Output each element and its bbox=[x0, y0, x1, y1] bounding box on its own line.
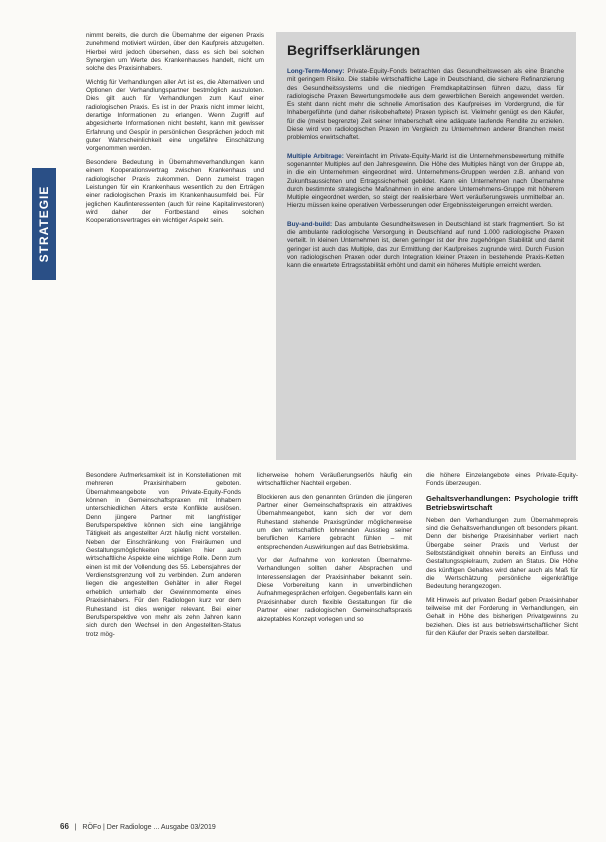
glossary-term: Buy-and-build: bbox=[287, 220, 333, 228]
section-tab-label: STRATEGIE bbox=[37, 185, 51, 263]
bottom-column-2 bbox=[257, 472, 412, 629]
paragraph: Neben den Verhandlungen zum Übernahmepreis sind die Gehaltsverhandlungen oft besonders pikant. Denn der bisherige Praxisinhaber verliert nach Übergabe seiner Praxis und Verlust der Selbstständigkeit ohnehin bereits an Einfluss und Gestaltungsspielraum, zudem an Status. Die Höhe des künftigen Gehaltes wird daher auch als Maß für die Wertschätzung persönliche eigenkräftige Bedeutung herangezogen. bbox=[426, 516, 578, 591]
bottom-column-3 bbox=[426, 472, 578, 644]
paragraph: Besondere Bedeutung in Übernahmeverhandlungen kann einem Kooperationsvertrag zwischen Krankenhaus und radiologischer Praxis zukommen. Denn zumeist tragen Leistungen für ein Krankenhaus wesentlich zu den Erträgen einer radiologischen Praxis im Krankenhausumfeld bei. Für jeglichen Kaufinteressenten (auch für reine Kapitalinvestoren) wird daher der Fortbestand eines solchen Kooperationsvertrages ein wichtiger Aspekt sein. bbox=[86, 158, 264, 225]
glossary-term: Multiple Arbitrage: bbox=[287, 152, 344, 160]
subheading: Gehaltsverhandlungen: Psychologie trifft Betriebswirtschaft bbox=[426, 493, 578, 512]
paragraph: licherweise hohem Veräußerungserlös häufig ein wirtschaftlicher Nachteil ergeben. bbox=[257, 472, 412, 488]
glossary-item bbox=[287, 221, 564, 271]
paragraph: die höhere Einzelangebote eines Private-Equity-Fonds überzeugen. bbox=[426, 472, 578, 488]
journal-name: RÖFo | Der Radiologe ... Ausgabe 03/2019 bbox=[82, 824, 216, 831]
paragraph: Blockieren aus den genannten Gründen die jüngeren Partner einer Gemeinschaftspraxis ein attraktives Übernahmeangebot, kann sich der vor dem Ruhestand stehende Praxisgründer möglicherweise um den wirtschaftlich lohnenden Ausstieg seiner beruflichen Karriere gebracht fühlen – mit entsprechenden Auswirkungen auf das Betriebsklima. bbox=[257, 493, 412, 551]
glossary-text: Vereinfacht im Private-Equity-Markt ist die Unternehmensbewertung mithilfe sogenannter Multiples auf den Jahresgewinn. Die Höhe des Multiples hängt von der Gruppe ab, in die ein Unternehmen eingeordnet wird. Unternehmens-Gruppen werden z.B. anhand von Zukunftsaussichten und Ertragssicherheit gebildet. Kann ein Unternehmen nach Übernahme durch bestimmte strategische Maßnahmen in eine andere Unternehmens-Gruppe mit höherem Multiple eingeordnet werden, so steigt der realisierbare Wert veräußerungsweis unmittelbar an. Hierzu müssen keine operativen Verbesserungen oder Ergebnissteigerungen erreicht werden. bbox=[287, 152, 565, 210]
paragraph: Mit Hinweis auf privaten Bedarf geben Praxisinhaber teilweise mit der Forderung in Verhandlungen, ein Gehalt in Höhe des bisherigen Privatgewinns zu beziehen. Dies ist aus betriebswirtschaftlicher Sicht für den Käufer der Praxis selten darstellbar. bbox=[426, 596, 578, 638]
glossary-box bbox=[276, 32, 576, 460]
paragraph: Vor der Aufnahme von konkreten Übernahme-Verhandlungen sollten daher Absprachen und Interessenslagen der Praxisinhaber bekannt sein. Diese Vorbereitung kann in unverbindlichen Aufnahmegesprächen erfolgen. Gegebenfalls kann ein Praxisinhaber durch flexible Gestaltungen für die Partner einer radiologischen Gemeinschaftspraxis akzeptables Konzept vorlegen und so bbox=[257, 557, 412, 623]
top-left-column bbox=[86, 32, 264, 231]
glossary-text: Private-Equity-Fonds betrachten das Gesundheitswesen als eine Branche mit geringem Risiko. Die stabile wirtschaftliche Lage in Deutschland, die sichere Refinanzierung des Gesundheitssystems und die niedrigen Fremdkapitalzinsen führen dazu, dass für radiologische Praxen Bewertungsmodelle aus dem gewerblichen Bereich angewendet werden. Es steht dann nicht mehr die schnelle Amortisation des Kaufpreises im Vordergrund, die für Inhabergeführte (und daher risikobehaftete) Praxen typisch ist. Vielmehr genügt es den Käufer, für die (meist begrenzte) Zeit seiner Inhaberschaft eine adäquate laufende Rendite zu erzielen. Diese wird von radiologischen Praxen im Vergleich zu Unternehmen anderer Branchen meist problemlos erwirtschaftet. bbox=[287, 68, 565, 142]
paragraph: Besondere Aufmerksamkeit ist in Konstellationen mit mehreren Praxisinhabern geboten. Übernahmeangebote von Private-Equity-Fonds können in Gemeinschaftspraxen mit Inhabern unterschiedlichen Alters erste Konflikte auslösen. Denn jüngere Partner mit langfristiger Berufsperspektive können sich eine langjährige Tätigkeit als angestellter Arzt häufig nicht vorstellen. Neben der Einschränkung von Freiräumen und Gestaltungsmöglichkeiten spielen hier auch wirtschaftliche Aspekte eine wichtige Rolle. Denn zum einen ist mit der Vollendung des 55. Lebensjahres der Verdienstsgrenzung voll zu verbinden. Zum anderen liegen die angestellten Gehälter in aller Regel erheblich unterhalb der Gewinnmomente eines Praxisinhabers. Für den Radiologen kurz vor dem Ruhestand ist dies weniger relevant. Bei einer Berufsperspektive von mehr als zehn Jahren kann sich durch den Wechsel in den Angestellten-Status trotz mög- bbox=[86, 472, 241, 638]
page-number: 66 bbox=[60, 822, 69, 831]
glossary-item bbox=[287, 68, 564, 143]
glossary-term: Long-Term-Money: bbox=[287, 68, 345, 75]
glossary-title: Begriffserklärungen bbox=[287, 42, 421, 58]
paragraph: Wichtig für Verhandlungen aller Art ist es, die Alternativen und Optionen der Verhandlungspartner bestmöglich auszuloten. Dies gilt auch für Verhandlungen zum Kauf einer radiologischen Praxis. Es ist in der Praxis nicht immer leicht, derartige Informationen zu erlangen. Wenn Zugriff auf abgesicherte Informationen nicht besteht, kann mit gewisser Erfahrung und Gespür in persönlichen Gesprächen jedoch mit guter Wahrscheinlichkeit eine ungefähre Einschätzung vorgenommen werden. bbox=[86, 78, 264, 153]
paragraph: nimmt bereits, die durch die Übernahme der eigenen Praxis zunehmend motiviert würden, über den Kaufpreis abzugelten. Hierbei wird jedoch übersehen, dass es sich bei solchen Synergien um Werte des Krankenhauses handelt, nicht um solche des Praxisinhabers. bbox=[86, 32, 264, 73]
page-footer bbox=[60, 822, 216, 831]
footer-separator: | bbox=[74, 824, 77, 831]
bottom-column-1 bbox=[86, 472, 241, 644]
glossary-item bbox=[287, 153, 564, 211]
glossary-text: Das ambulante Gesundheitswesen in Deutschland ist stark fragmentiert. So ist die ambulante radiologische Versorgung in Deutschland auf rund 1.000 radiologische Praxen verteilt. In kleinen Unternehmen ist, deren geringer ist der ihre zugehörigen Stabilität und damit geringer ist auch das Multiple, das zur Ermittlung der Kaufpreises zugrunde wird. Durch Fusion von radiologischen Praxen oder durch Integration kleiner Praxen in bestehende Praxis-Ketten kann die erwartete Ertragsstabilität erhöht und damit ein höheres Multiple erreicht werden. bbox=[287, 220, 564, 270]
section-tab bbox=[32, 168, 56, 280]
